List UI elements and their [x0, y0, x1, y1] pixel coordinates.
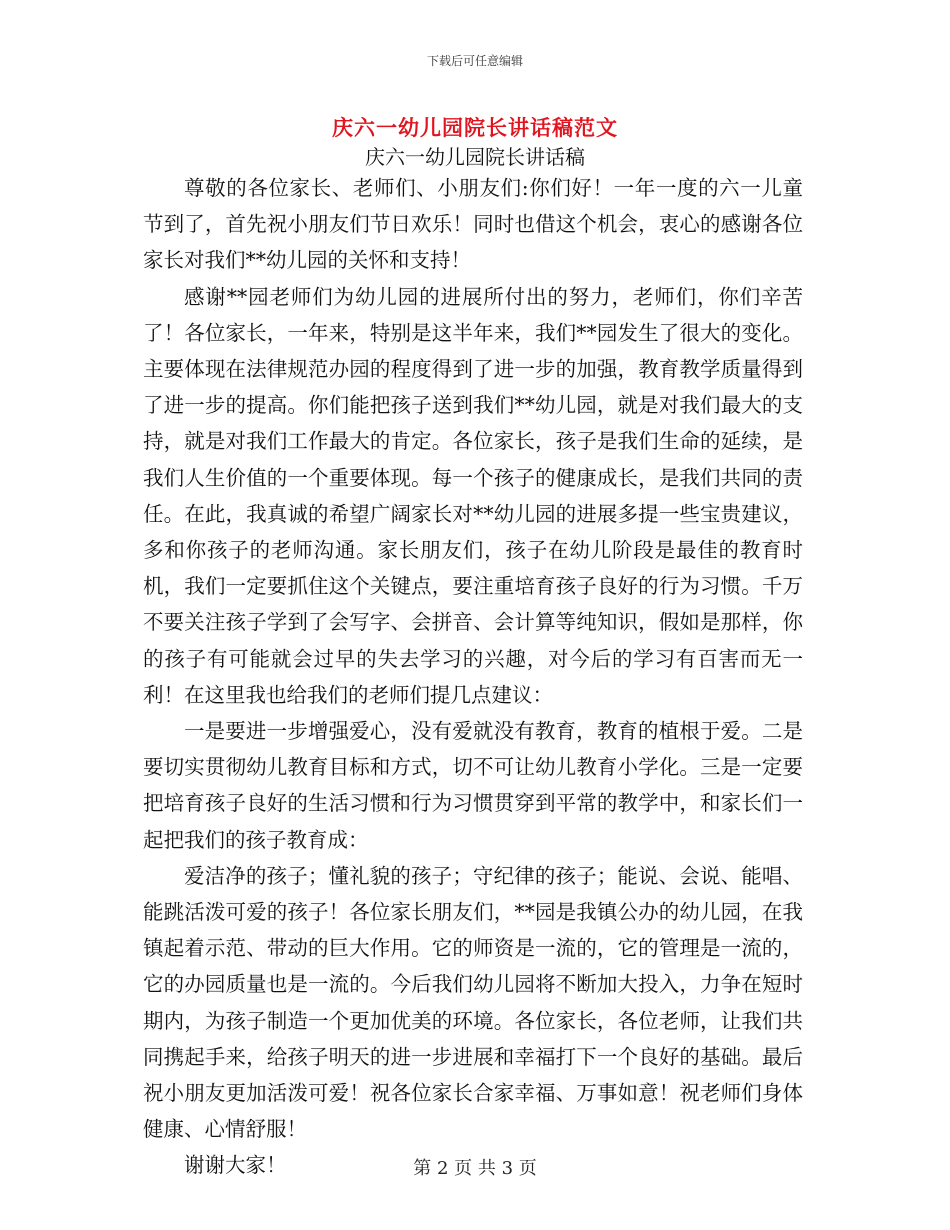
- document-body: [143, 170, 803, 1184]
- paragraph-greeting: 尊敬的各位家长、老师们、小朋友们:你们好！一年一度的六一儿童节到了，首先祝小朋友们节日欢乐！同时也借这个机会，衷心的感谢各位家长对我们**幼儿园的关怀和支持！: [143, 176, 803, 273]
- paragraph-closing: 谢谢大家！: [184, 1153, 287, 1178]
- paragraph-thanks: 感谢**园老师们为幼儿园的进展所付出的努力，老师们，你们辛苦了！各位家长，一年来，特别是这半年来，我们**园发生了很大的变化。主要体现在法律规范办园的程度得到了进一步的加强，教育教学质量得到了进一步的提高。你们能把孩子送到我们**幼儿园，就是对我们最大的支持，就是对我们工作最大的肯定。各位家长，孩子是我们生命的延续，是我们人生价值的一个重要体现。每一个孩子的健康成长，是我们共同的责任。在此，我真诚的希望广阔家长对**幼儿园的进展多提一些宝贵建议，多和你孩子的老师沟通。家长朋友们，孩子在幼儿阶段是最佳的教育时机，我们一定要抓住这个关键点，要注重培育孩子良好的行为习惯。千万不要关注孩子学到了会写字、会拼音、会计算等纯知识，假如是那样，你的孩子有可能就会过早的失去学习的兴趣，对今后的学习有百害而无一利！在这里我也给我们的老师们提几点建议：: [143, 284, 803, 707]
- paragraph-goals: 爱洁净的孩子；懂礼貌的孩子；守纪律的孩子；能说、会说、能唱、能跳活泼可爱的孩子！各位家长朋友们，**园是我镇公办的幼儿园，在我镇起着示范、带动的巨大作用。它的师资是一流的，它的管理是一流的，它的办园质量也是一流的。今后我们幼儿园将不断加大投入，力争在短时期内，为孩子制造一个更加优美的环境。各位家长，各位老师，让我们共同携起手来，给孩子明天的进一步进展和幸福打下一个良好的基础。最后祝小朋友更加活泼可爱！祝各位家长合家幸福、万事如意！祝老师们身体健康、心情舒服！: [143, 863, 803, 1142]
- document-title: 庆六一幼儿园院长讲话稿范文: [332, 115, 618, 140]
- paragraph-suggestions: 一是要进一步增强爱心，没有爱就没有教育，教育的植根于爱。二是要切实贯彻幼儿教育目标和方式，切不可让幼儿教育小学化。三是一定要把培育孩子良好的生活习惯和行为习惯贯穿到平常的教学中，和家长们一起把我们的孩子教育成：: [143, 719, 803, 852]
- header-note: 下载后可任意编辑: [426, 54, 523, 68]
- page-number: 第 2 页 共 3 页: [413, 1158, 537, 1179]
- document-subtitle: 庆六一幼儿园院长讲话稿: [365, 145, 585, 169]
